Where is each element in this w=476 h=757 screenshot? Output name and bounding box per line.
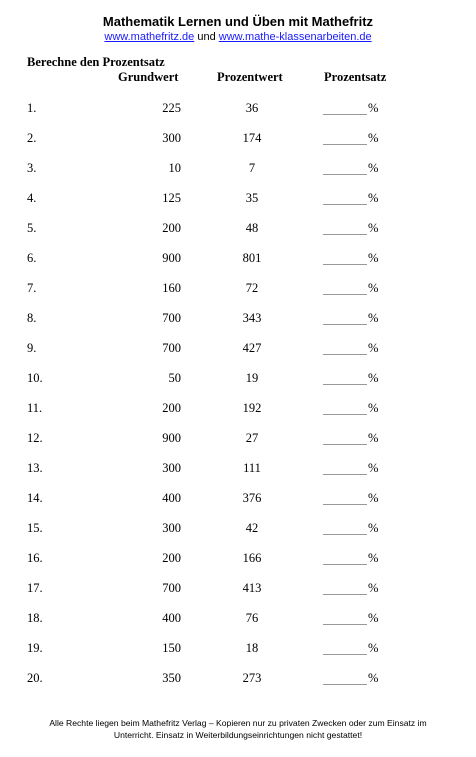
exercise-row — [0, 311, 476, 329]
prozentwert-value: 76 — [245, 611, 259, 625]
exercise-row — [0, 281, 476, 299]
exercise-row — [0, 221, 476, 239]
percent-sign: % — [368, 221, 379, 235]
exercise-row — [0, 521, 476, 539]
answer-blank[interactable] — [323, 474, 367, 475]
percent-sign: % — [368, 161, 379, 175]
answer-blank[interactable] — [323, 354, 367, 355]
exercise-number: 12. — [27, 431, 43, 445]
percent-sign: % — [368, 311, 379, 325]
exercise-row — [0, 431, 476, 449]
exercise-number: 18. — [27, 611, 43, 625]
percent-sign: % — [368, 671, 379, 685]
grundwert-value: 700 — [162, 581, 181, 595]
grundwert-value: 200 — [162, 551, 181, 565]
grundwert-value: 700 — [162, 311, 181, 325]
prozentwert-value: 427 — [242, 341, 262, 355]
prozentwert-value: 72 — [245, 281, 259, 295]
exercise-row — [0, 131, 476, 149]
exercise-number: 19. — [27, 641, 43, 655]
exercise-row — [0, 251, 476, 269]
exercise-row — [0, 611, 476, 629]
exercise-number: 5. — [27, 221, 37, 235]
and-text: und — [197, 31, 216, 43]
prozentwert-value: 376 — [242, 491, 262, 505]
grundwert-value: 900 — [162, 431, 181, 445]
grundwert-value: 300 — [162, 521, 181, 535]
prozentwert-value: 166 — [242, 551, 262, 565]
answer-blank[interactable] — [323, 174, 367, 175]
prozentwert-value: 343 — [242, 311, 262, 325]
prozentwert-value: 273 — [242, 671, 262, 685]
mathefritz-link[interactable]: www.mathefritz.de — [104, 31, 195, 43]
prozentwert-value: 7 — [248, 161, 256, 175]
mathe-klassenarbeiten-link[interactable]: www.mathe-klassenarbeiten.de — [218, 31, 372, 43]
exercise-row — [0, 341, 476, 359]
exercise-number: 15. — [27, 521, 43, 535]
exercise-number: 9. — [27, 341, 37, 355]
copyright-footer — [20, 717, 456, 741]
prozentwert-value: 36 — [245, 101, 259, 115]
column-header-prozentsatz: Prozentsatz — [324, 70, 387, 84]
column-header-grundwert: Grundwert — [118, 70, 179, 84]
exercise-row — [0, 491, 476, 509]
answer-blank[interactable] — [323, 384, 367, 385]
exercise-number: 14. — [27, 491, 43, 505]
grundwert-value: 350 — [162, 671, 181, 685]
answer-blank[interactable] — [323, 534, 367, 535]
exercise-number: 20. — [27, 671, 43, 685]
answer-blank[interactable] — [323, 264, 367, 265]
exercise-row — [0, 641, 476, 659]
prozentwert-value: 48 — [245, 221, 259, 235]
exercise-row — [0, 191, 476, 209]
grundwert-value: 200 — [162, 401, 181, 415]
prozentwert-value: 801 — [242, 251, 262, 265]
exercise-number: 1. — [27, 101, 37, 115]
answer-blank[interactable] — [323, 684, 367, 685]
exercise-number: 17. — [27, 581, 43, 595]
exercise-row — [0, 551, 476, 569]
grundwert-value: 200 — [162, 221, 181, 235]
prozentwert-value: 27 — [245, 431, 259, 445]
grundwert-value: 400 — [162, 491, 181, 505]
exercise-number: 10. — [27, 371, 43, 385]
exercise-number: 3. — [27, 161, 37, 175]
answer-blank[interactable] — [323, 594, 367, 595]
prozentwert-value: 42 — [245, 521, 259, 535]
header-links — [0, 30, 476, 44]
percent-sign: % — [368, 641, 379, 655]
grundwert-value: 160 — [162, 281, 181, 295]
prozentwert-value: 18 — [245, 641, 259, 655]
percent-sign: % — [368, 251, 379, 265]
column-header-prozentwert: Prozentwert — [217, 70, 283, 84]
exercise-number: 6. — [27, 251, 37, 265]
percent-sign: % — [368, 551, 379, 565]
answer-blank[interactable] — [323, 564, 367, 565]
exercise-row — [0, 161, 476, 179]
exercise-number: 4. — [27, 191, 37, 205]
grundwert-value: 150 — [162, 641, 181, 655]
percent-sign: % — [368, 461, 379, 475]
grundwert-value: 700 — [162, 341, 181, 355]
answer-blank[interactable] — [323, 654, 367, 655]
percent-sign: % — [368, 341, 379, 355]
grundwert-value: 400 — [162, 611, 181, 625]
answer-blank[interactable] — [323, 114, 367, 115]
percent-sign: % — [368, 281, 379, 295]
prozentwert-value: 192 — [242, 401, 262, 415]
answer-blank[interactable] — [323, 234, 367, 235]
answer-blank[interactable] — [323, 204, 367, 205]
exercise-number: 2. — [27, 131, 37, 145]
percent-sign: % — [368, 371, 379, 385]
grundwert-value: 300 — [162, 131, 181, 145]
percent-sign: % — [368, 101, 379, 115]
exercise-row — [0, 371, 476, 389]
grundwert-value: 125 — [162, 191, 181, 205]
grundwert-value: 50 — [168, 371, 181, 385]
exercise-number: 8. — [27, 311, 37, 325]
percent-sign: % — [368, 431, 379, 445]
page-title: Mathematik Lernen und Üben mit Mathefritz — [102, 14, 374, 29]
prozentwert-value: 174 — [242, 131, 262, 145]
percent-sign: % — [368, 401, 379, 415]
exercise-row — [0, 401, 476, 419]
exercise-number: 11. — [27, 401, 43, 415]
percent-sign: % — [368, 131, 379, 145]
prozentwert-value: 35 — [245, 191, 259, 205]
answer-blank[interactable] — [323, 414, 367, 415]
grundwert-value: 900 — [162, 251, 181, 265]
exercise-number: 7. — [27, 281, 37, 295]
answer-blank[interactable] — [323, 504, 367, 505]
exercise-row — [0, 101, 476, 119]
exercise-row — [0, 581, 476, 599]
grundwert-value: 225 — [162, 101, 181, 115]
answer-blank[interactable] — [323, 144, 367, 145]
exercise-number: 16. — [27, 551, 43, 565]
answer-blank[interactable] — [323, 624, 367, 625]
percent-sign: % — [368, 491, 379, 505]
percent-sign: % — [368, 521, 379, 535]
answer-blank[interactable] — [323, 444, 367, 445]
answer-blank[interactable] — [323, 294, 367, 295]
footer-line-1: Alle Rechte liegen beim Mathefritz Verlag – Kopieren nur zu privaten Zwecken oder zum Einsatz im — [49, 718, 427, 728]
percent-sign: % — [368, 581, 379, 595]
exercise-number: 13. — [27, 461, 43, 475]
prozentwert-value: 111 — [243, 461, 261, 475]
task-instruction: Berechne den Prozentsatz — [27, 55, 165, 69]
exercise-row — [0, 671, 476, 689]
grundwert-value: 10 — [168, 161, 181, 175]
answer-blank[interactable] — [323, 324, 367, 325]
percent-sign: % — [368, 191, 379, 205]
prozentwert-value: 413 — [242, 581, 262, 595]
footer-line-2: Unterricht. Einsatz in Weiterbildungseinrichtungen nicht gestattet! — [113, 730, 363, 740]
grundwert-value: 300 — [162, 461, 181, 475]
prozentwert-value: 19 — [245, 371, 259, 385]
percent-sign: % — [368, 611, 379, 625]
page-header — [0, 14, 476, 44]
exercise-row — [0, 461, 476, 479]
